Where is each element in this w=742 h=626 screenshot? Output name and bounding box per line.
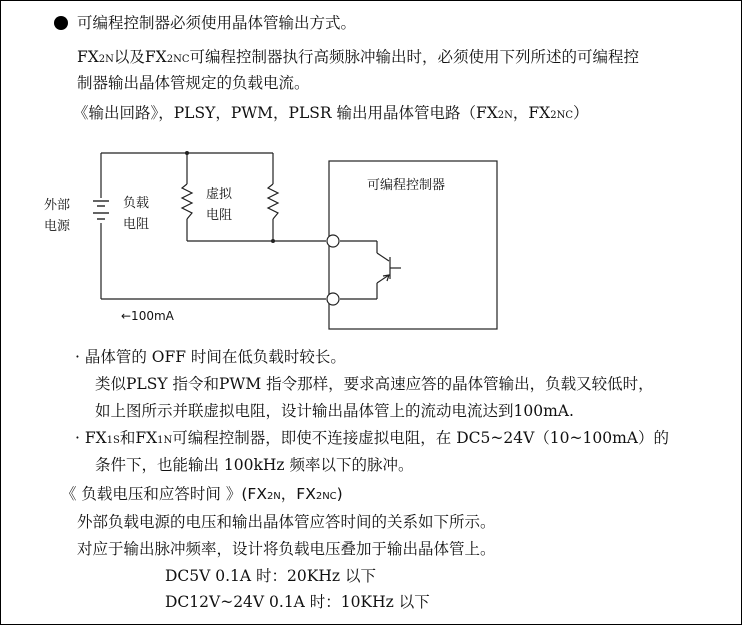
load-resistor-label-2: 电阻 [123, 217, 150, 232]
section2-title-sub2: 2NC [315, 491, 337, 502]
note2-sub2: 1N [157, 435, 173, 446]
section2-title-b: ，FX [280, 485, 316, 503]
section2-title [61, 484, 343, 507]
note1: · 晶体管的 OFF 时间在低负载时较长。 [75, 348, 346, 366]
section2-title-sub1: 2N [266, 491, 281, 502]
circuit-title-a: 《输出回路》，PLSY，PWM，PLSR 输出用晶体管电路（FX [73, 104, 498, 122]
section2-line3: DC5V 0.1A 时：20KHz 以下 [165, 567, 376, 585]
ext-power-label-2: 电源 [44, 219, 71, 234]
para1-line2: 制器输出晶体管规定的负载电流。 [77, 74, 310, 92]
section2-title-a: 《 负载电压和应答时间 》(FX [61, 485, 267, 503]
dummy-resistor-label-2: 电阻 [206, 208, 233, 223]
circuit-title-sub1: 2N [497, 110, 513, 121]
circuit-title [73, 103, 589, 126]
ext-power-label-1: 外部 [44, 198, 71, 213]
note2-line-b: 条件下，也能输出 100kHz 频率以下的脉冲。 [95, 456, 414, 474]
heading-bullet-text: 可编程控制器必须使用晶体管输出方式。 [77, 14, 357, 32]
note1-line-b: 如上图所示并联虚拟电阻，设计输出晶体管上的流动电流达到100mA. [95, 402, 574, 420]
circuit-title-sub2: 2NC [550, 110, 573, 121]
bullet-dot-icon [54, 16, 68, 30]
terminal-common-icon [327, 293, 339, 305]
section2-line1: 外部负载电源的电压和输出晶体管应答时间的关系如下所示。 [77, 513, 496, 531]
section2-line2: 对应于输出脉冲频率，设计将负载电压叠加于输出晶体管上。 [77, 540, 496, 558]
circuit-title-b: ，FX [512, 104, 551, 122]
para1-fx-sub: 2N [98, 54, 114, 65]
para1-line1 [77, 47, 639, 70]
dummy-resistor-label-1: 虚拟 [206, 187, 233, 202]
note2-c: 可编程控制器，即使不连接虚拟电阻，在 DC5~24V（10~100mA）的 [172, 429, 669, 447]
para1-fx: FX [77, 48, 99, 66]
note2 [75, 428, 669, 451]
note2-b: 和FX [119, 429, 158, 447]
load-resistor-label-1: 负载 [123, 196, 150, 211]
para1-fx2-sub: 2NC [166, 54, 190, 65]
terminal-output-icon [327, 235, 339, 247]
note2-a: · FX [75, 429, 107, 447]
load-resistor-icon [182, 184, 192, 219]
current-label: ←100mA [121, 309, 174, 323]
para1-rest: 可编程控制器执行高频脉冲输出时，必须使用下列所述的可编程控 [189, 48, 639, 66]
dummy-resistor-icon [268, 184, 278, 219]
section2-title-c: ) [336, 485, 343, 503]
circuit-title-c: ） [572, 104, 589, 122]
note1-line-a: 类似PLSY 指令和PWM 指令那样，要求高速应答的晶体管输出，负载又较低时， [95, 375, 654, 393]
transistor-icon [377, 253, 401, 283]
plc-label: 可编程控制器 [367, 178, 446, 193]
note2-sub1: 1S [106, 435, 120, 446]
section2-line4: DC12V~24V 0.1A 时：10KHz 以下 [165, 593, 430, 611]
output-circuit-diagram [1, 1, 742, 626]
battery-icon [93, 201, 109, 219]
para1-mid: 以及FX [113, 48, 167, 66]
